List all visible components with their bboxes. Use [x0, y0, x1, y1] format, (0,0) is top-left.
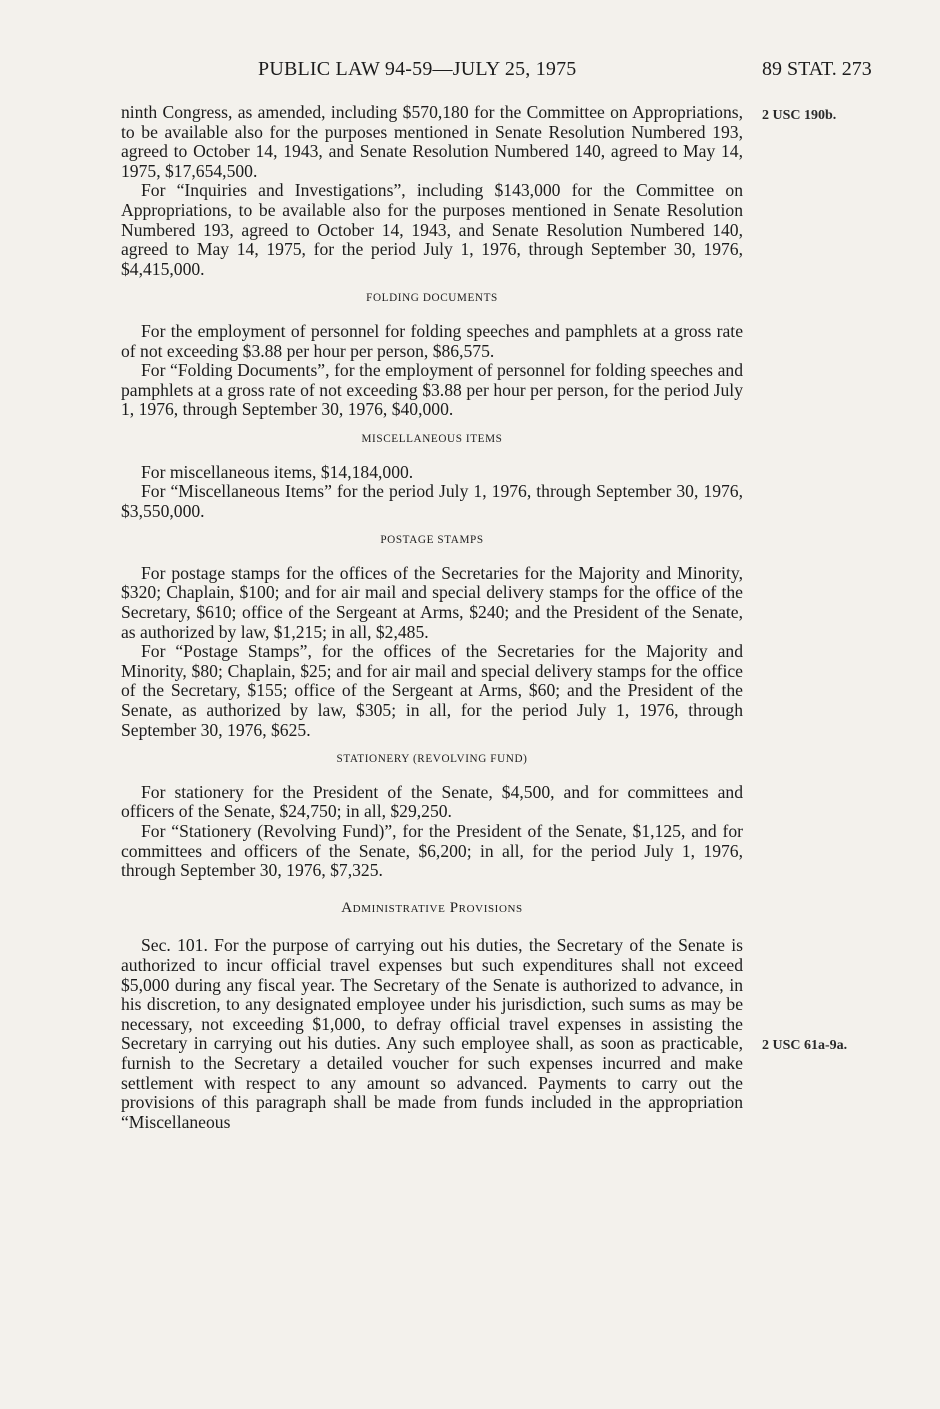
heading-folding-documents: FOLDING DOCUMENTS	[366, 292, 498, 305]
heading-stationery: STATIONERY (REVOLVING FUND)	[336, 753, 528, 766]
paragraph-misc-1: For miscellaneous items, $14,184,000.	[141, 461, 414, 482]
paragraph-continuation: ninth Congress, as amended, including $570,180 for the Committee on Appropriations, to be available also for the purposes mentioned in Senate Resolution Numbered 193, agreed to October 14, 1943, and Senate Resolution Numbered 140, agreed to May 14, 1975, $17,654,500.	[121, 102, 743, 181]
page-header-stat: 89 STAT. 273	[762, 58, 872, 80]
paragraph-postage-1: For postage stamps for the offices of the Secretaries for the Majority and Minority, $320; Chaplain, $100; and for air mail and special delivery stamps for the office of the Secretary, $610; office of the Sergeant at Arms, $240; and the President of the Senate, as authorized by law, $1,215; in all, $2,485.	[121, 562, 743, 642]
paragraph-folding-1: For the employment of personnel for folding speeches and pamphlets at a gross rate of not exceeding $3.88 per hour per person, $86,575.	[121, 320, 743, 361]
paragraph-misc-2: For “Miscellaneous Items” for the period July 1, 1976, through September 30, 1976, $3,550,000.	[121, 481, 743, 521]
heading-administrative-provisions: Administrative Provisions	[341, 899, 523, 916]
page-header-title: PUBLIC LAW 94-59—JULY 25, 1975	[258, 58, 577, 80]
paragraph-stationery-1: For stationery for the President of the Senate, $4,500, and for committees and officers of the Senate, $24,750; in all, $29,250.	[121, 781, 743, 822]
paragraph-sec-101: Sec. 101. For the purpose of carrying out his duties, the Secretary of the Senate is authorized to incur official travel expenses but such expenditures shall not exceed $5,000 during any fiscal year. The Secretary of the Senate is authorized to advance, in his discretion, to any designated employee under his jurisdiction, such sums as may be necessary, not exceeding $1,000, to defray official travel expenses in assisting the Secretary in carrying out his duties. Any such employee shall, as soon as practicable, furnish to the Secretary a detailed voucher for such expenses incurred and make settlement with respect to any amount so advanced. Payments to carry out the provisions of this paragraph shall be made from funds included in the appropriation “Miscellaneous	[121, 935, 743, 1132]
margin-note-2-usc-61a-9a: 2 USC 61a-9a.	[762, 1038, 848, 1053]
paragraph-folding-2: For “Folding Documents”, for the employment of personnel for folding speeches and pamphlets at a gross rate of not exceeding $3.88 per hour per person, for the period July 1, 1976, through September 30, 1976, $40,000.	[121, 360, 743, 420]
paragraph-inquiries: For “Inquiries and Investigations”, including $143,000 for the Committee on Appropriations, to be available also for the purposes mentioned in Senate Resolution Numbered 193, agreed to October 14, 1943, and Senate Resolution Numbered 140, agreed to May 14, 1975, for the period July 1, 1976, through September 30, 1976, $4,415,000.	[121, 180, 743, 279]
paragraph-postage-2: For “Postage Stamps”, for the offices of the Secretaries for the Majority and Minority, $80; Chaplain, $25; and for air mail and special delivery stamps for the office of the Secretary, $155; office of the Sergeant at Arms, $60; and the President of the Senate, as authorized by law, $305; in all, for the period July 1, 1976, through September 30, 1976, $625.	[121, 641, 743, 740]
document-body	[121, 103, 743, 1132]
heading-postage-stamps: POSTAGE STAMPS	[380, 534, 484, 547]
heading-miscellaneous-items: MISCELLANEOUS ITEMS	[361, 432, 503, 445]
margin-note-2-usc-190b: 2 USC 190b.	[762, 108, 837, 123]
paragraph-stationery-2: For “Stationery (Revolving Fund)”, for the President of the Senate, $1,125, and for committees and officers of the Senate, $6,200; in all, for the period July 1, 1976, through September 30, 1976, $7,325.	[121, 821, 743, 881]
